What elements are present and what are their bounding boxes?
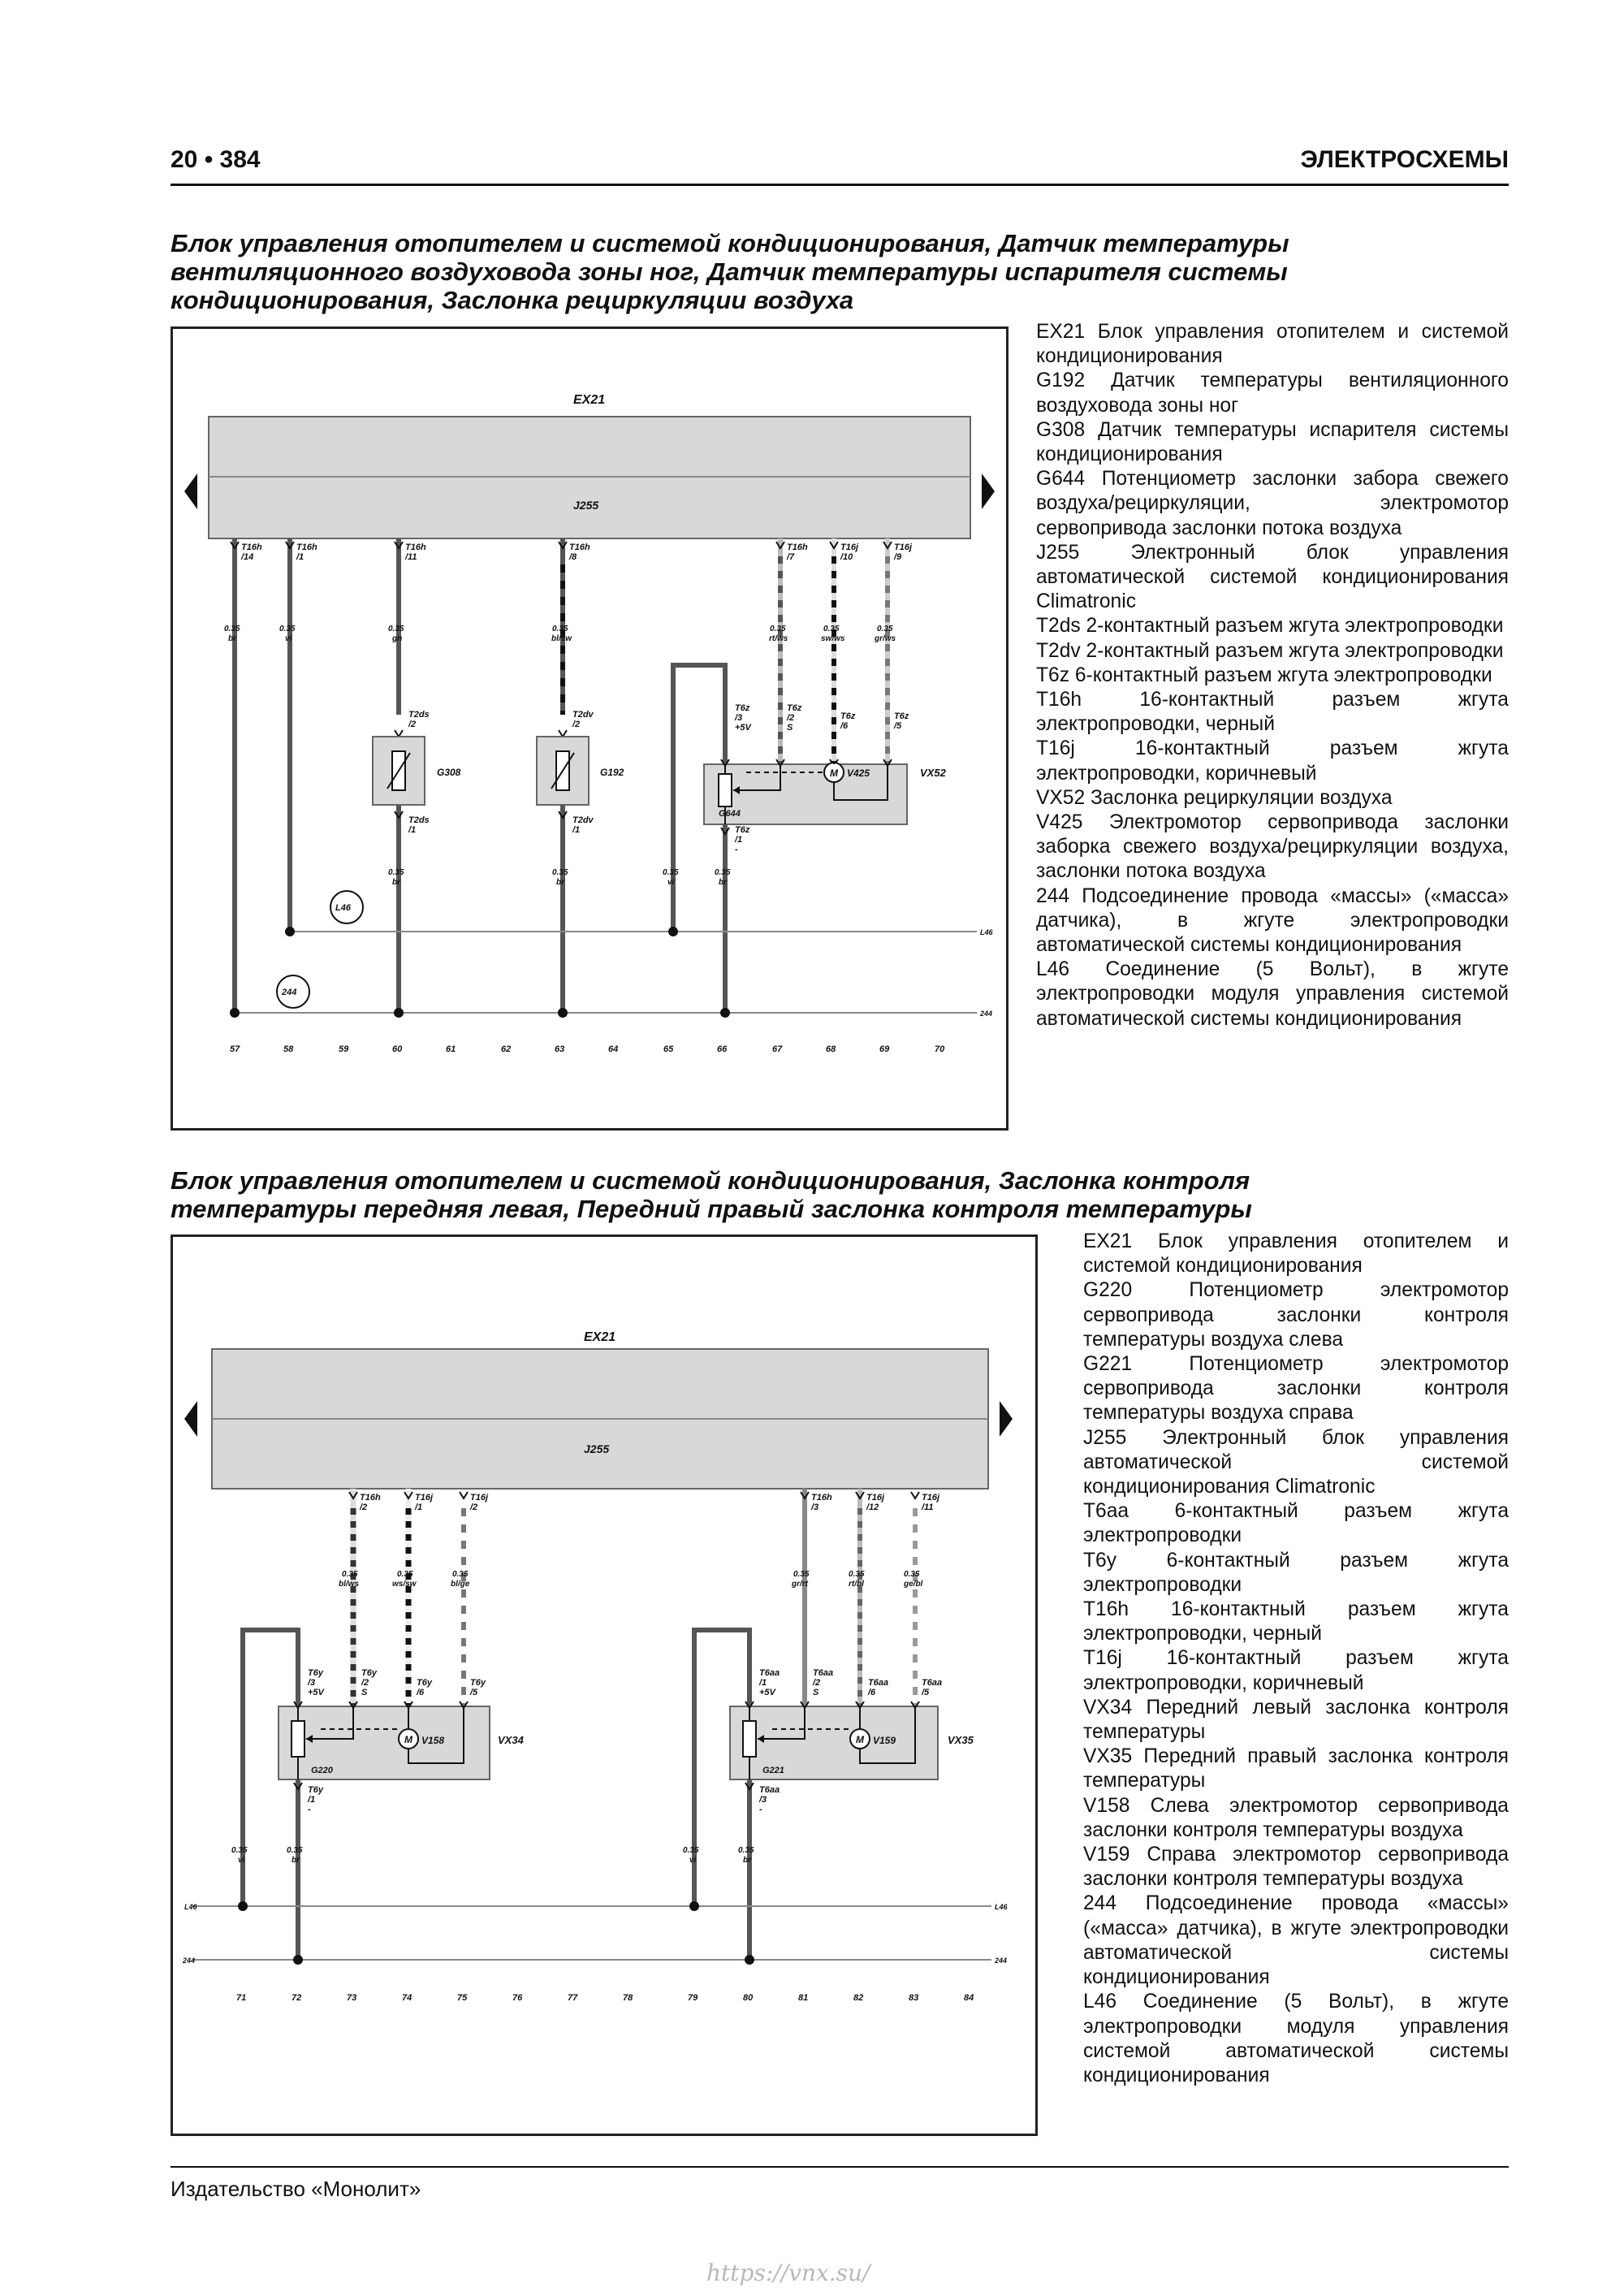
legend-item: J255 Электронный блок управления автоматической системой кондиционирования Climatronic bbox=[1036, 541, 1509, 613]
svg-text:br: br bbox=[556, 878, 564, 887]
v158-label: V158 bbox=[421, 1735, 445, 1746]
legend-item: J255 Электронный блок управления автоматической системой кондиционирования Climatronic bbox=[1083, 1426, 1509, 1498]
section-heading: ЭЛЕКТРОСХЕМЫ bbox=[1300, 146, 1509, 173]
svg-text:/11: /11 bbox=[922, 1503, 934, 1512]
track-numbers bbox=[236, 1993, 974, 2003]
svg-text:S: S bbox=[787, 723, 793, 733]
watermark-url: https://vnx.su/ bbox=[706, 2259, 870, 2286]
legend-item: G644 Потенциометр заслонки забора свежего воздуха/рециркуляции, электромотор сервопривода заслонки потока воздуха bbox=[1036, 468, 1509, 539]
svg-text:/5: /5 bbox=[894, 721, 902, 731]
svg-text:79: 79 bbox=[688, 1993, 698, 2003]
bus-244 bbox=[230, 975, 992, 1018]
svg-text:/1: /1 bbox=[308, 1795, 316, 1805]
legend-item: T6z 6-контактный разъем жгута электропроводки bbox=[1036, 664, 1492, 686]
legend-item: V158 Слева электромотор сервопривода заслонки контроля температуры воздуха bbox=[1083, 1794, 1509, 1841]
legend-item: T6y 6-контактный разъем жгута электропроводки bbox=[1083, 1549, 1509, 1596]
svg-text:68: 68 bbox=[826, 1044, 836, 1054]
svg-text:/2: /2 bbox=[361, 1678, 369, 1688]
svg-text:62: 62 bbox=[501, 1044, 512, 1054]
svg-text:/8: /8 bbox=[569, 552, 577, 562]
svg-text:244: 244 bbox=[183, 1957, 196, 1965]
legend-item: G221 Потенциометр электромотор сервопривода заслонки контроля температуры воздуха справа bbox=[1083, 1353, 1509, 1425]
section1-diagram-svg bbox=[173, 329, 1006, 1128]
svg-text:br: br bbox=[719, 878, 727, 887]
g644-label: G644 bbox=[719, 809, 741, 819]
g192-sensor bbox=[537, 710, 624, 1013]
svg-text:/1: /1 bbox=[296, 552, 304, 562]
svg-text:ws/sw: ws/sw bbox=[392, 1580, 417, 1589]
wire-t16j-11 bbox=[903, 1492, 943, 1706]
v159-label: V159 bbox=[873, 1735, 896, 1746]
svg-text:T6y: T6y bbox=[361, 1668, 377, 1678]
svg-text:0.35: 0.35 bbox=[452, 1570, 469, 1579]
legend-item: V159 Справа электромотор сервопривода заслонки контроля температуры воздуха bbox=[1083, 1844, 1509, 1891]
svg-text:T16j: T16j bbox=[894, 543, 913, 552]
svg-text:+5V: +5V bbox=[759, 1688, 775, 1697]
bus-244 bbox=[182, 1955, 1007, 1965]
g308-sensor bbox=[373, 710, 461, 1013]
header-divider bbox=[171, 184, 1509, 186]
legend-item: G192 Датчик температуры вентиляционного воздуховода зоны ног bbox=[1036, 370, 1509, 417]
wire-t16h-1 bbox=[279, 538, 317, 932]
section2-legend bbox=[1083, 1230, 1509, 2088]
wire-t16j-9 bbox=[874, 538, 913, 763]
svg-text:/6: /6 bbox=[840, 721, 849, 731]
svg-text:T2dv: T2dv bbox=[572, 710, 594, 720]
svg-text:T6y: T6y bbox=[308, 1785, 323, 1795]
svg-text:64: 64 bbox=[608, 1044, 619, 1054]
legend-item: V425 Электромотор сервопривода заслонки заборка свежего воздуха/рециркуляции воздуха, заслонки потока воздуха bbox=[1036, 811, 1509, 883]
section1-wiring-diagram bbox=[171, 326, 1009, 1131]
publisher: Издательство «Монолит» bbox=[171, 2177, 421, 2201]
svg-text:gr/rt: gr/rt bbox=[792, 1580, 808, 1589]
svg-text:0.35: 0.35 bbox=[287, 1846, 303, 1855]
svg-text:65: 65 bbox=[663, 1044, 674, 1054]
vx35-label: VX35 bbox=[948, 1734, 974, 1746]
svg-text:T16h: T16h bbox=[241, 543, 262, 552]
svg-text:T16h: T16h bbox=[296, 543, 317, 552]
svg-text:T6aa: T6aa bbox=[759, 1785, 780, 1795]
svg-text:0.35: 0.35 bbox=[279, 625, 296, 633]
legend-item: T16h 16-контактный разъем жгута электропроводки, черный bbox=[1083, 1598, 1509, 1645]
legend-item: G220 Потенциометр электромотор сервопривода заслонки контроля температуры воздуха слева bbox=[1083, 1279, 1509, 1351]
ex21-label: EX21 bbox=[584, 1330, 616, 1344]
g220-label: G220 bbox=[311, 1766, 333, 1775]
svg-text:/5: /5 bbox=[470, 1688, 478, 1697]
svg-text:bl/ws: bl/ws bbox=[339, 1580, 360, 1589]
svg-text:/2: /2 bbox=[572, 720, 581, 729]
svg-text:T16j: T16j bbox=[470, 1493, 489, 1503]
continue-left-arrow-icon bbox=[184, 1401, 197, 1437]
svg-text:ge/bl: ge/bl bbox=[904, 1580, 923, 1589]
svg-text:T2dv: T2dv bbox=[572, 815, 594, 825]
continue-right-arrow-icon bbox=[1000, 1401, 1013, 1437]
svg-text:0.35: 0.35 bbox=[683, 1846, 699, 1855]
svg-text:T6z: T6z bbox=[840, 711, 856, 721]
svg-text:/1: /1 bbox=[415, 1503, 423, 1512]
svg-text:M: M bbox=[830, 767, 838, 779]
svg-text:T6aa: T6aa bbox=[813, 1668, 834, 1678]
svg-text:/1: /1 bbox=[408, 825, 417, 835]
svg-text:83: 83 bbox=[909, 1993, 919, 2003]
svg-text:59: 59 bbox=[339, 1044, 349, 1054]
continue-left-arrow-icon bbox=[184, 473, 197, 509]
svg-text:/3: /3 bbox=[735, 713, 743, 723]
section2-wiring-diagram bbox=[171, 1234, 1038, 2136]
bus-l46 bbox=[285, 891, 994, 936]
svg-text:69: 69 bbox=[879, 1044, 890, 1054]
vx52-label: VX52 bbox=[920, 767, 946, 779]
svg-text:/9: /9 bbox=[894, 552, 902, 562]
l46-node-label: L46 bbox=[335, 903, 351, 913]
vx34-label: VX34 bbox=[498, 1734, 524, 1746]
legend-item: T16j 16-контактный разъем жгута электропроводки, коричневый bbox=[1036, 737, 1509, 785]
svg-text:br: br bbox=[292, 1856, 300, 1865]
svg-text:T16h: T16h bbox=[811, 1493, 832, 1503]
svg-text:0.35: 0.35 bbox=[231, 1846, 248, 1855]
wire-t16h-8 bbox=[551, 538, 590, 715]
svg-text:77: 77 bbox=[568, 1993, 578, 2003]
svg-text:T2ds: T2ds bbox=[408, 710, 430, 720]
svg-text:/6: /6 bbox=[417, 1688, 425, 1697]
svg-text:67: 67 bbox=[772, 1044, 783, 1054]
legend-item: VX34 Передний левый заслонка контроля температуры bbox=[1083, 1696, 1509, 1744]
svg-text:/3: /3 bbox=[759, 1795, 767, 1805]
legend-item: G308 Датчик температуры испарителя системы кондиционирования bbox=[1036, 418, 1509, 466]
svg-text:/2: /2 bbox=[813, 1678, 821, 1688]
svg-text:T6aa: T6aa bbox=[922, 1678, 943, 1688]
wire-t16h-14 bbox=[224, 538, 262, 1013]
section1-title bbox=[171, 229, 1509, 314]
svg-text:0.35: 0.35 bbox=[849, 1570, 865, 1579]
svg-text:/3: /3 bbox=[308, 1678, 316, 1688]
svg-text:-: - bbox=[759, 1805, 762, 1814]
svg-text:-: - bbox=[308, 1805, 311, 1814]
svg-text:0.35: 0.35 bbox=[877, 625, 893, 633]
svg-text:0.35: 0.35 bbox=[823, 625, 840, 633]
wire-t16j-1 bbox=[392, 1489, 434, 1706]
svg-text:/3: /3 bbox=[811, 1503, 819, 1512]
svg-text:80: 80 bbox=[743, 1993, 754, 2003]
svg-text:T16h: T16h bbox=[787, 543, 808, 552]
wire-t16h-11 bbox=[388, 538, 426, 715]
legend-item: EX21 Блок управления отопителем и системой кондиционирования bbox=[1083, 1230, 1509, 1278]
svg-text:73: 73 bbox=[347, 1993, 357, 2003]
svg-text:0.35: 0.35 bbox=[388, 625, 404, 633]
svg-text:/2: /2 bbox=[408, 720, 417, 729]
svg-text:-: - bbox=[735, 845, 738, 854]
svg-text:71: 71 bbox=[236, 1993, 247, 2003]
svg-text:T6y: T6y bbox=[470, 1678, 486, 1688]
svg-text:0.35: 0.35 bbox=[224, 625, 240, 633]
svg-text:/10: /10 bbox=[840, 552, 853, 562]
section2-diagram-svg bbox=[173, 1237, 1035, 2134]
svg-text:T16j: T16j bbox=[922, 1493, 940, 1503]
svg-text:/1: /1 bbox=[759, 1678, 767, 1688]
svg-text:0.35: 0.35 bbox=[663, 868, 679, 877]
legend-item: T2ds 2-контактный разъем жгута электропроводки bbox=[1036, 615, 1504, 638]
svg-text:T16h: T16h bbox=[360, 1493, 381, 1503]
svg-text:T6aa: T6aa bbox=[759, 1668, 780, 1678]
svg-text:81: 81 bbox=[798, 1993, 809, 2003]
j255-label: J255 bbox=[573, 499, 599, 512]
vx34-assembly bbox=[231, 1630, 525, 1960]
svg-text:/1: /1 bbox=[572, 825, 581, 835]
v425-label: V425 bbox=[847, 767, 870, 779]
svg-text:br: br bbox=[228, 634, 236, 643]
section1-title-line: кондиционирования, Заслонка рециркуляции воздуха bbox=[171, 286, 854, 314]
244-node-label: 244 bbox=[282, 988, 297, 997]
bus-l46 bbox=[184, 1901, 1009, 1911]
legend-item: 244 Подсоединение провода «массы» («масса» датчика), в жгуте электропроводки автоматической системы кондиционирования bbox=[1036, 884, 1509, 957]
svg-text:L46: L46 bbox=[995, 1903, 1008, 1911]
svg-text:rt/bl: rt/bl bbox=[849, 1580, 864, 1589]
svg-text:bl/sw: bl/sw bbox=[551, 634, 572, 643]
svg-text:82: 82 bbox=[853, 1993, 864, 2003]
svg-text:74: 74 bbox=[402, 1993, 412, 2003]
section1-title-line: вентиляционного воздуховода зоны ног, Датчик температуры испарителя системы bbox=[171, 257, 1288, 286]
svg-text:/7: /7 bbox=[787, 552, 795, 562]
legend-item: VX52 Заслонка рециркуляции воздуха bbox=[1036, 786, 1393, 809]
svg-text:244: 244 bbox=[995, 1957, 1008, 1965]
svg-text:244: 244 bbox=[980, 1010, 993, 1018]
section2-title bbox=[171, 1166, 1509, 1223]
svg-text:rt/ws: rt/ws bbox=[769, 634, 788, 643]
svg-text:T16j: T16j bbox=[415, 1493, 434, 1503]
legend-item: L46 Соединение (5 Вольт), в жгуте электропроводки модуля управления системой автоматической системы кондиционирования bbox=[1083, 1991, 1509, 2086]
svg-text:0.35: 0.35 bbox=[738, 1846, 754, 1855]
svg-text:/1: /1 bbox=[735, 835, 743, 845]
svg-text:0.35: 0.35 bbox=[770, 625, 786, 633]
legend-item: T16j 16-контактный разъем жгута электропроводки, коричневый bbox=[1083, 1647, 1509, 1694]
svg-text:/14: /14 bbox=[241, 552, 254, 562]
svg-text:T6z: T6z bbox=[894, 711, 909, 721]
g192-label: G192 bbox=[600, 767, 624, 778]
legend-item: L46 Соединение (5 Вольт), в жгуте электропроводки модуля управления системой автоматической системы кондиционирования bbox=[1036, 958, 1509, 1030]
svg-text:60: 60 bbox=[392, 1044, 403, 1054]
svg-text:63: 63 bbox=[555, 1044, 565, 1054]
svg-text:78: 78 bbox=[623, 1993, 633, 2003]
svg-text:M: M bbox=[404, 1734, 412, 1745]
svg-text:T6z: T6z bbox=[735, 703, 750, 713]
vx52-assembly bbox=[663, 665, 947, 1013]
svg-text:T6z: T6z bbox=[787, 703, 802, 713]
legend-item: T16h 16-контактный разъем жгута электропроводки, черный bbox=[1036, 689, 1509, 736]
svg-text:0.35: 0.35 bbox=[388, 868, 404, 877]
svg-text:0.35: 0.35 bbox=[397, 1570, 413, 1579]
legend-item: VX35 Передний правый заслонка контроля температуры bbox=[1083, 1745, 1509, 1792]
section1-legend bbox=[1036, 320, 1509, 1031]
svg-text:0.35: 0.35 bbox=[552, 625, 568, 633]
legend-item: 244 Подсоединение провода «массы» («масса» датчика), в жгуте электропроводки автоматической системы кондиционирования bbox=[1083, 1892, 1509, 1989]
g221-label: G221 bbox=[762, 1766, 784, 1775]
section1-title-line: Блок управления отопителем и системой кондиционирования, Датчик температуры bbox=[171, 229, 1289, 257]
svg-text:vi: vi bbox=[689, 1856, 697, 1865]
svg-text:gn: gn bbox=[392, 634, 403, 643]
svg-text:/2: /2 bbox=[360, 1503, 368, 1512]
svg-text:0.35: 0.35 bbox=[342, 1570, 358, 1579]
svg-text:/2: /2 bbox=[787, 713, 795, 723]
svg-text:br: br bbox=[743, 1856, 751, 1865]
svg-text:66: 66 bbox=[717, 1044, 728, 1054]
svg-text:57: 57 bbox=[230, 1044, 240, 1054]
j255-label: J255 bbox=[584, 1442, 610, 1455]
g308-label: G308 bbox=[437, 767, 461, 778]
svg-text:/2: /2 bbox=[470, 1503, 478, 1512]
svg-text:61: 61 bbox=[446, 1044, 456, 1054]
svg-text:T16h: T16h bbox=[569, 543, 590, 552]
svg-text:L46: L46 bbox=[184, 1903, 197, 1911]
svg-text:0.35: 0.35 bbox=[904, 1570, 920, 1579]
svg-text:76: 76 bbox=[512, 1993, 523, 2003]
wire-t16j-12 bbox=[849, 1489, 885, 1706]
svg-text:T16h: T16h bbox=[405, 543, 426, 552]
svg-text:T6z: T6z bbox=[735, 825, 750, 835]
svg-text:M: M bbox=[856, 1734, 864, 1745]
svg-text:70: 70 bbox=[935, 1044, 945, 1054]
svg-text:S: S bbox=[813, 1688, 819, 1697]
svg-text:0.35: 0.35 bbox=[715, 868, 731, 877]
svg-text:T2ds: T2ds bbox=[408, 815, 430, 825]
track-numbers bbox=[230, 1044, 945, 1054]
svg-text:T6aa: T6aa bbox=[868, 1678, 889, 1688]
legend-item: EX21 Блок управления отопителем и системой кондиционирования bbox=[1036, 321, 1509, 368]
svg-text:T16j: T16j bbox=[866, 1493, 885, 1503]
svg-text:T6y: T6y bbox=[308, 1668, 323, 1678]
svg-text:+5V: +5V bbox=[308, 1688, 324, 1697]
footer-divider bbox=[171, 2166, 1509, 2168]
svg-text:/12: /12 bbox=[866, 1503, 879, 1512]
svg-text:br: br bbox=[392, 878, 400, 887]
svg-text:+5V: +5V bbox=[735, 723, 751, 733]
svg-text:vi: vi bbox=[238, 1856, 245, 1865]
svg-text:/6: /6 bbox=[868, 1688, 876, 1697]
legend-item: T6aa 6-контактный разъем жгута электропроводки bbox=[1083, 1500, 1509, 1547]
svg-text:/11: /11 bbox=[405, 552, 417, 562]
svg-text:gr/ws: gr/ws bbox=[875, 634, 896, 643]
section2-title-line: Блок управления отопителем и системой кондиционирования, Заслонка контроля bbox=[171, 1166, 1250, 1195]
svg-text:0.35: 0.35 bbox=[552, 868, 568, 877]
page-number: 20 • 384 bbox=[171, 146, 261, 173]
continue-right-arrow-icon bbox=[982, 473, 995, 509]
svg-text:72: 72 bbox=[292, 1993, 302, 2003]
svg-text:bl/ge: bl/ge bbox=[451, 1580, 470, 1589]
svg-text:0.35: 0.35 bbox=[793, 1570, 810, 1579]
svg-text:58: 58 bbox=[283, 1044, 294, 1054]
svg-text:T16j: T16j bbox=[840, 543, 859, 552]
svg-text:vi: vi bbox=[285, 634, 292, 643]
svg-text:vi: vi bbox=[667, 878, 675, 887]
svg-text:sw/ws: sw/ws bbox=[821, 634, 845, 643]
svg-text:S: S bbox=[361, 1688, 368, 1697]
svg-text:84: 84 bbox=[964, 1993, 974, 2003]
svg-text:75: 75 bbox=[457, 1993, 468, 2003]
section2-title-line: температуры передняя левая, Передний правый заслонка контроля температуры bbox=[171, 1195, 1252, 1223]
wire-t16j-2 bbox=[451, 1492, 489, 1706]
svg-text:L46: L46 bbox=[980, 928, 993, 936]
ex21-label: EX21 bbox=[573, 393, 606, 407]
svg-text:/5: /5 bbox=[922, 1688, 930, 1697]
legend-item: T2dv 2-контактный разъем жгута электропроводки bbox=[1036, 639, 1504, 662]
vx35-assembly bbox=[683, 1630, 974, 1960]
svg-text:T6y: T6y bbox=[417, 1678, 432, 1688]
